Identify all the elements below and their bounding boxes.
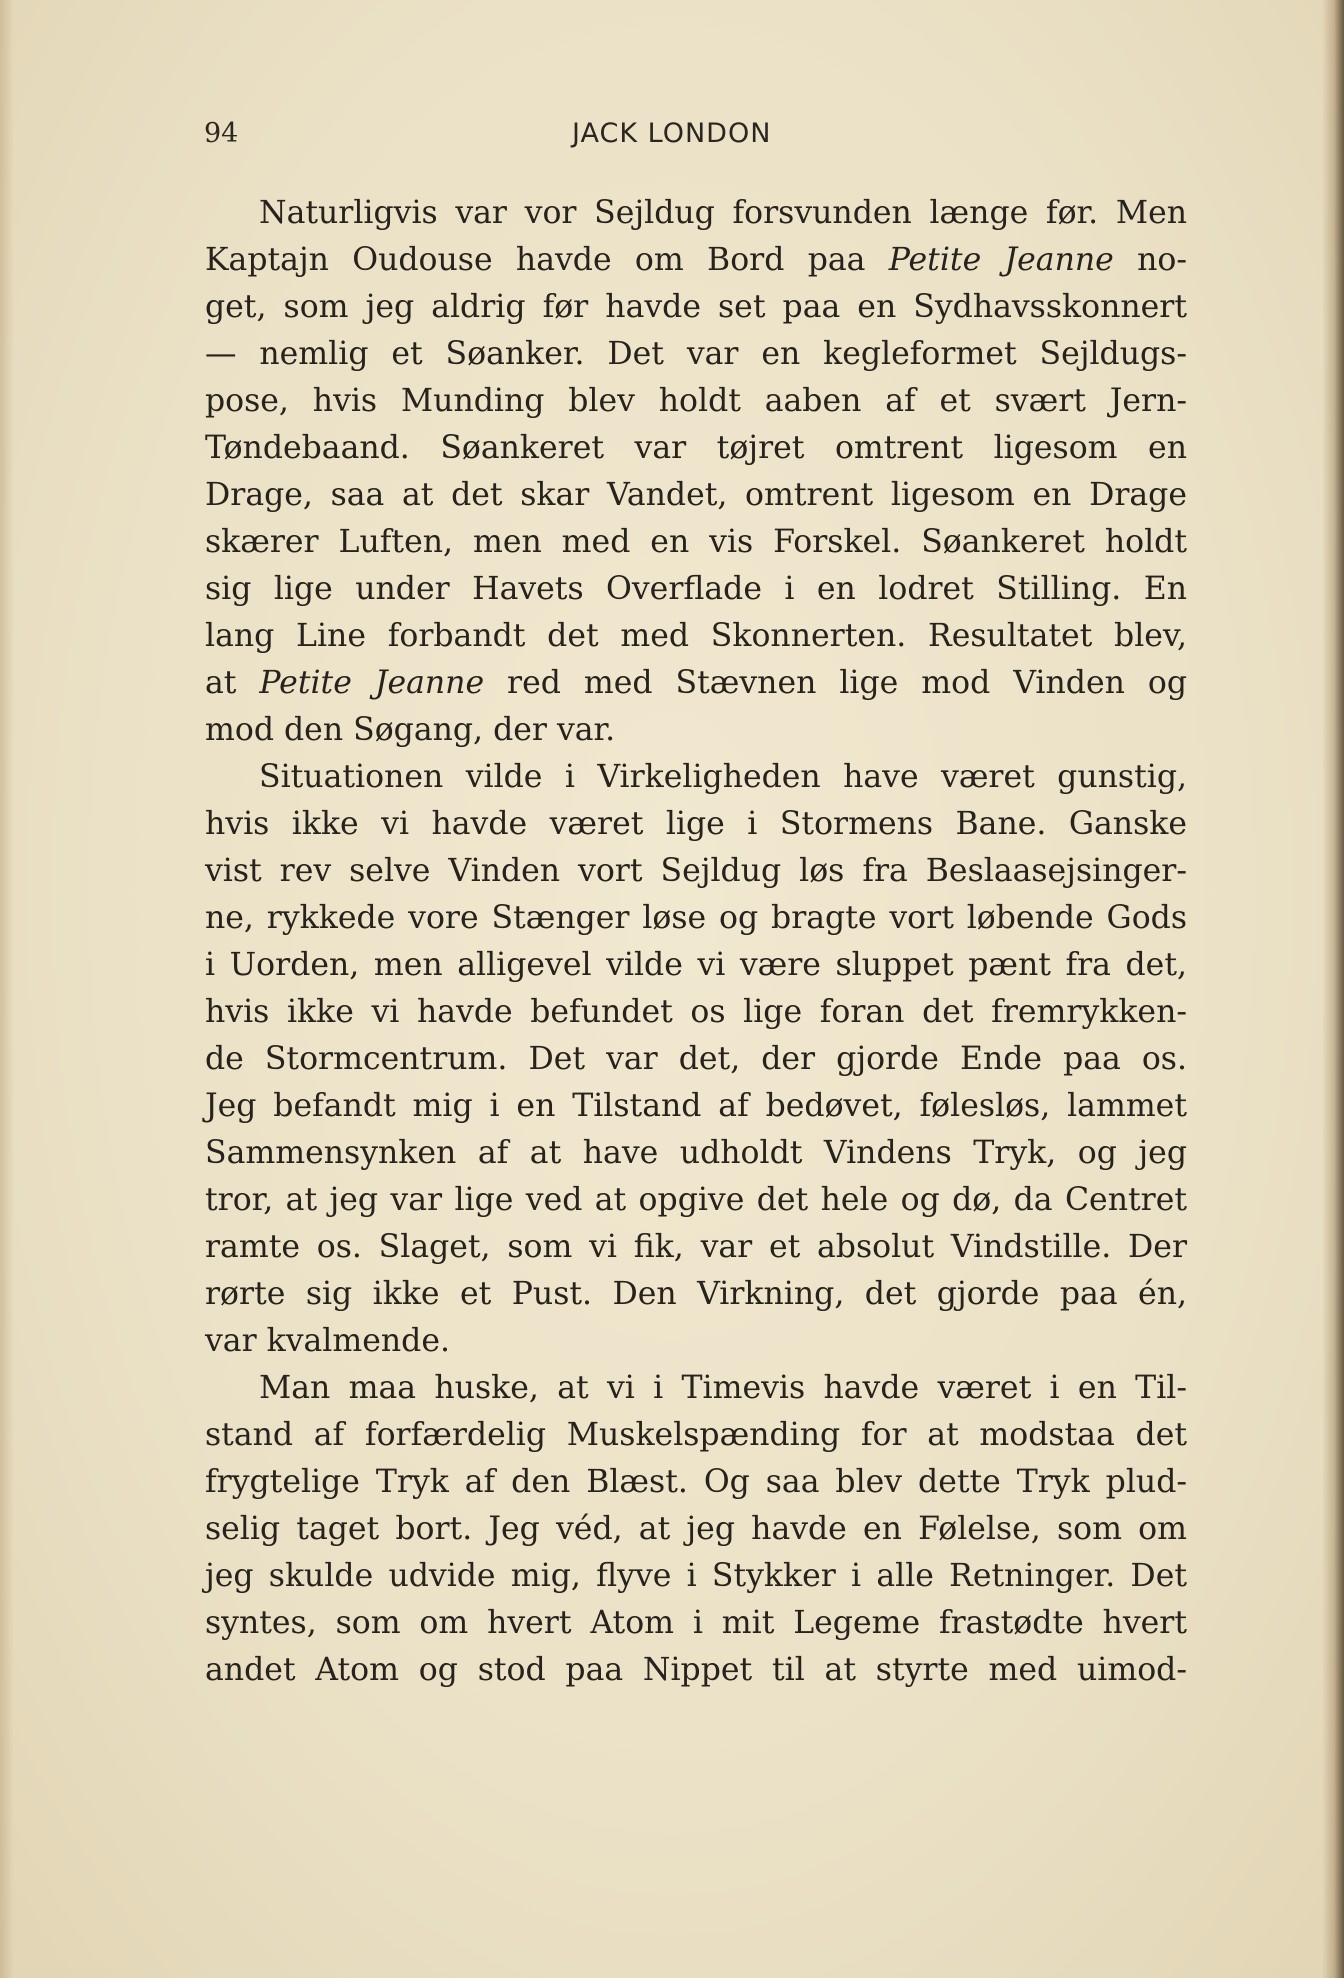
text-segment: hvis ikke vi havde befundet os lige foran det fremrykken- [205,994,1187,1030]
text-segment: mod den Søgang, der var. [205,712,616,748]
text-segment: de Stormcentrum. Det var det, der gjorde Ende paa os. [205,1041,1187,1077]
text-line [205,425,1187,472]
text-segment: — nemlig et Søanker. Det var en kegleformet Sejldugs- [205,336,1187,372]
text-line [205,378,1187,425]
text-segment: stand af forfærdelig Muskelspænding for at modstaa det [205,1417,1187,1453]
text-line [205,895,1187,942]
text-segment: no- [1113,242,1188,278]
text-line [205,1365,1187,1412]
text-line [205,237,1187,284]
text-line [205,1177,1187,1224]
text-segment: get, som jeg aldrig før havde set paa en Sydhavsskonnert [205,289,1187,325]
text-segment: red med Stævnen lige mod Vinden og [484,665,1187,701]
text-segment: Sammensynken af at have udholdt Vindens Tryk, og jeg [205,1135,1187,1171]
text-line [205,1553,1187,1600]
text-line [205,942,1187,989]
body-text [205,190,1187,1694]
text-line [205,1647,1187,1694]
text-line [205,1318,1187,1365]
text-line [205,1600,1187,1647]
text-line [205,1412,1187,1459]
text-line [205,472,1187,519]
page-header [204,118,1190,162]
text-segment: vist rev selve Vinden vort Sejldug løs fra Beslaasejsinger- [205,853,1187,889]
text-segment: lang Line forbandt det med Skonnerten. Resultatet blev, [205,618,1187,654]
text-segment: hvis ikke vi havde været lige i Stormens Bane. Ganske [205,806,1187,842]
text-segment: skærer Luften, men med en vis Forskel. Søankeret holdt [205,524,1187,560]
text-segment: selig taget bort. Jeg véd, at jeg havde en Følelse, som om [205,1511,1187,1547]
text-segment: Naturligvis var vor Sejldug forsvunden længe før. Men [259,195,1187,231]
text-segment: andet Atom og stod paa Nippet til at styrte med uimod- [205,1652,1187,1688]
text-line [205,1083,1187,1130]
text-line [205,1459,1187,1506]
text-line [205,754,1187,801]
text-segment: Situationen vilde i Virkeligheden have været gunstig, [259,759,1187,795]
text-line [205,1036,1187,1083]
text-line [205,190,1187,237]
page-left-edge [0,0,14,1978]
text-line [205,519,1187,566]
text-segment: tror, at jeg var lige ved at opgive det hele og dø, da Centret [205,1182,1187,1218]
text-line [205,989,1187,1036]
text-segment: at [205,665,260,701]
text-segment: Man maa huske, at vi i Timevis havde været i en Til- [259,1370,1187,1406]
text-line [205,331,1187,378]
running-head: JACK LONDON [572,118,772,149]
text-segment: Drage, saa at det skar Vandet, omtrent ligesom en Drage [205,477,1187,513]
text-line [205,566,1187,613]
text-segment: var kvalmende. [205,1323,451,1359]
text-segment: Jeg befandt mig i en Tilstand af bedøvet, følesløs, lammet [205,1088,1187,1124]
italic-text: Petite Jeanne [259,665,485,701]
text-segment: frygtelige Tryk af den Blæst. Og saa blev dette Tryk plud- [205,1464,1187,1500]
text-line [205,613,1187,660]
text-line [205,660,1187,707]
text-segment: jeg skulde udvide mig, flyve i Stykker i alle Retninger. Det [205,1558,1187,1594]
text-segment: ramte os. Slaget, som vi fik, var et absolut Vindstille. Der [205,1229,1187,1265]
text-line [205,1506,1187,1553]
text-segment: ne, rykkede vore Stænger løse og bragte vort løbende Gods [205,900,1187,936]
italic-text: Petite Jeanne [888,242,1114,278]
text-segment: sig lige under Havets Overflade i en lodret Stilling. En [205,571,1187,607]
text-line [205,848,1187,895]
page-number: 94 [204,118,239,149]
text-segment: syntes, som om hvert Atom i mit Legeme frastødte hvert [205,1605,1187,1641]
text-line [205,801,1187,848]
text-line [205,1271,1187,1318]
text-segment: i Uorden, men alligevel vilde vi være sluppet pænt fra det, [205,947,1187,983]
text-line [205,1130,1187,1177]
text-segment: Tøndebaand. Søankeret var tøjret omtrent ligesom en [205,430,1187,466]
text-line [205,1224,1187,1271]
text-line [205,707,1187,754]
text-segment: rørte sig ikke et Pust. Den Virkning, det gjorde paa én, [205,1276,1187,1312]
text-segment: Kaptajn Oudouse havde om Bord paa [205,242,889,278]
text-segment: pose, hvis Munding blev holdt aaben af et svært Jern- [205,383,1187,419]
spine-shadow [1322,0,1344,1978]
text-line [205,284,1187,331]
